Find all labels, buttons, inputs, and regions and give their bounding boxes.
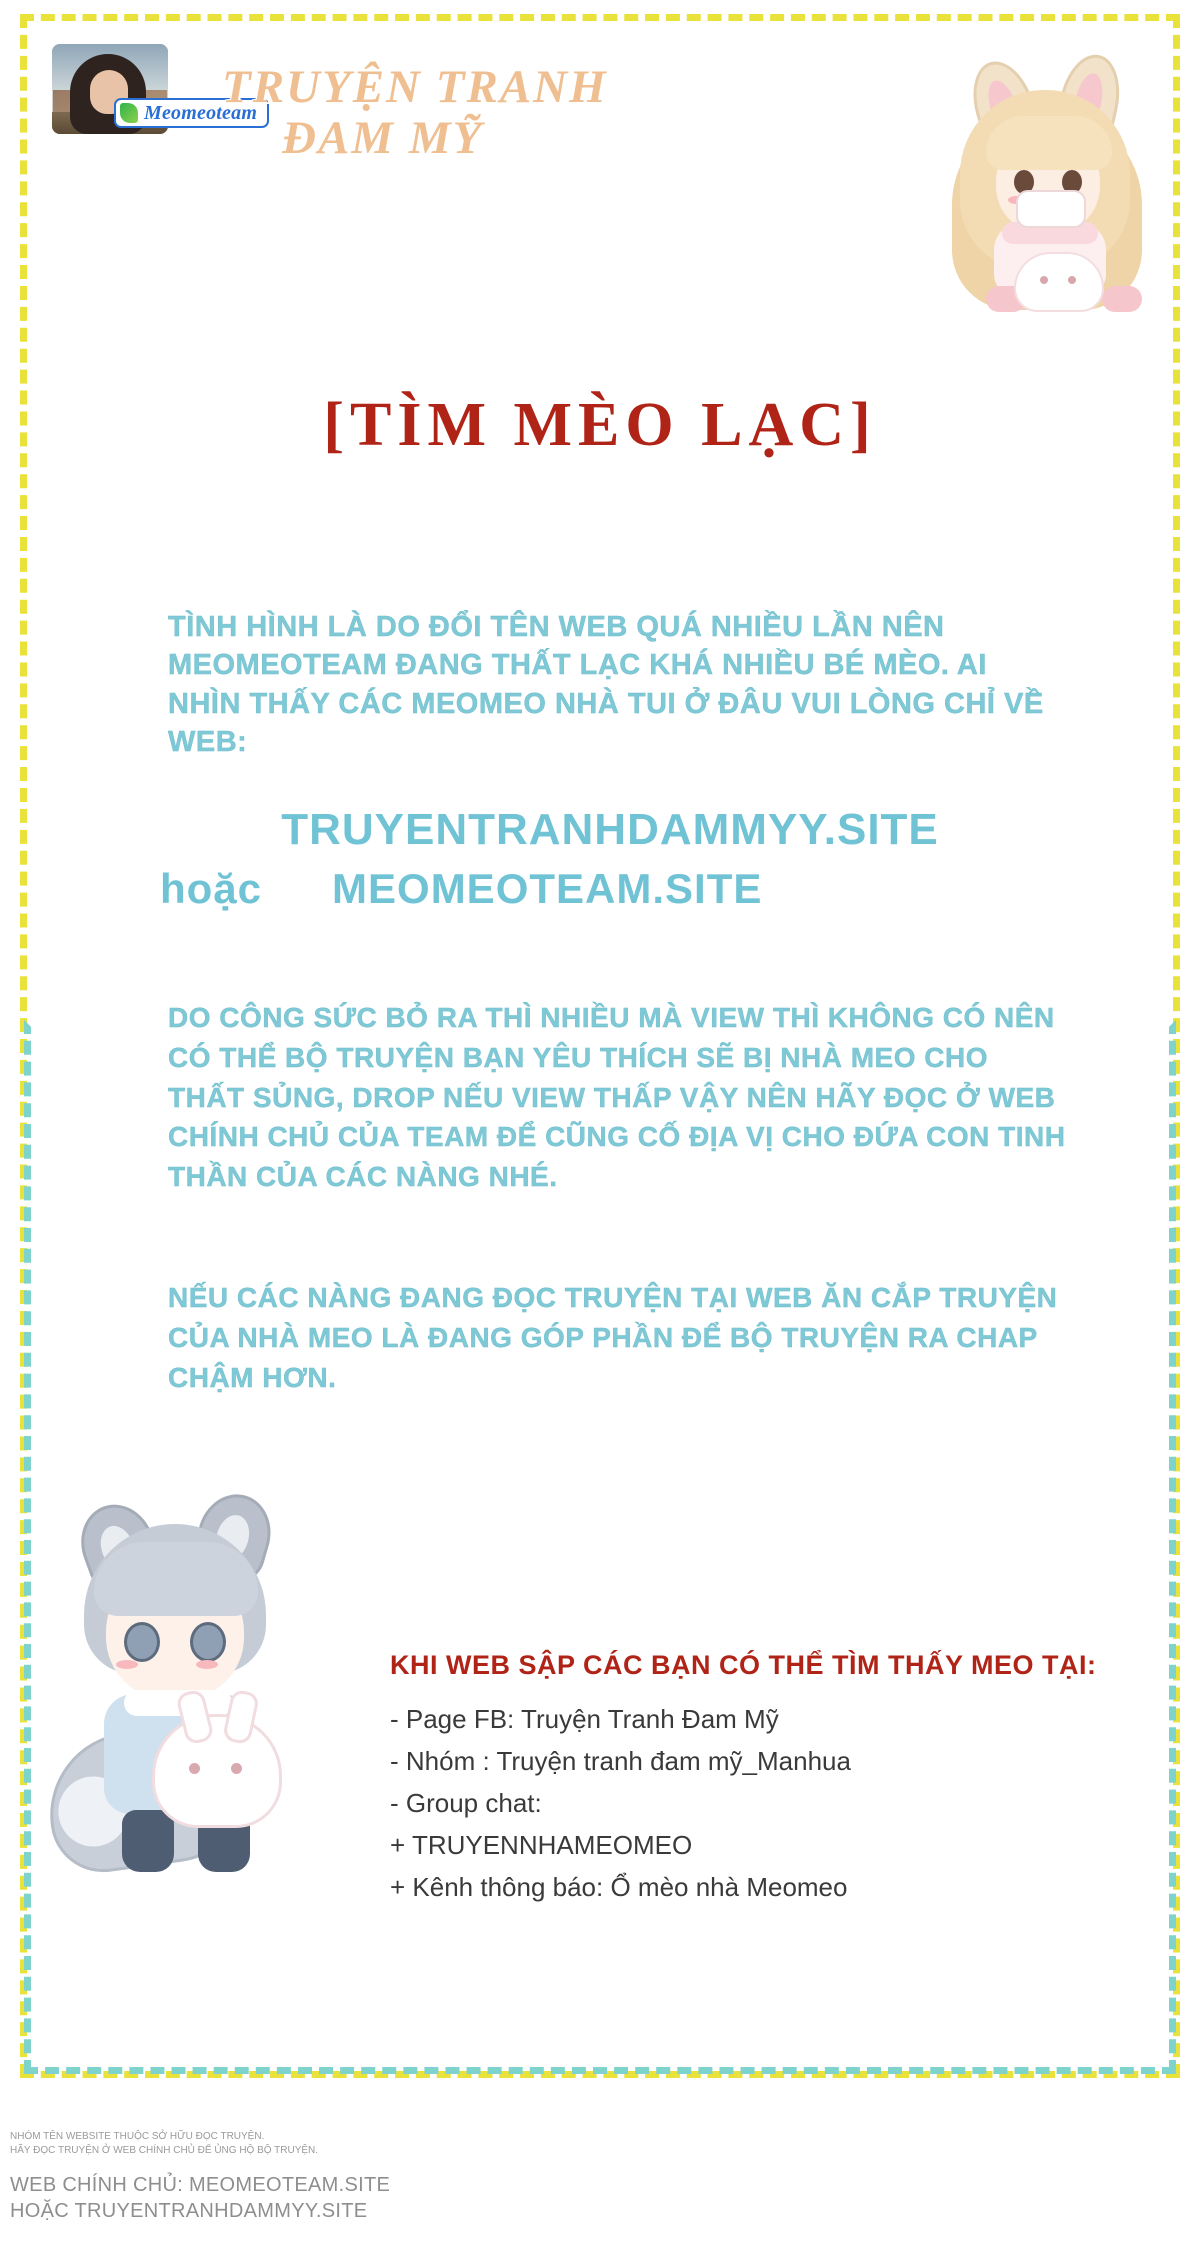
website-links (150, 805, 1070, 913)
boy-eye-right (190, 1622, 226, 1662)
footer-fineprint-line1: NHÓM TÊN WEBSITE THUỘC SỞ HỮU ĐỌC TRUYỆN. (10, 2131, 265, 2142)
leaf-icon (120, 103, 138, 123)
girl-mask (1016, 190, 1086, 228)
website-primary[interactable]: TRUYENTRANHDAMMYY.SITE (281, 805, 939, 854)
site-title (222, 62, 842, 164)
list-item[interactable]: - Page FB: Truyện Tranh Đam Mỹ (390, 1704, 779, 1734)
footer-website-primary[interactable]: WEB CHÍNH CHỦ: MEOMEOTEAM.SITE (10, 2174, 391, 2196)
site-title-line2: ĐAM MỸ (282, 111, 484, 164)
list-item: - Group chat: (390, 1788, 542, 1819)
girl-leg-right (1102, 286, 1142, 312)
paragraph-effort: DO CÔNG SỨC BỎ RA THÌ NHIỀU MÀ VIEW THÌ KHÔNG CÓ NÊN CÓ THỂ BỘ TRUYỆN BẠN YÊU THÍCH SẼ BỊ NHÀ MEO CHO THẤT SỦNG, DROP NẾU VIEW THẤP VẬY NÊN HÃY ĐỌC Ở WEB CHÍNH CHỦ CỦA TEAM ĐỂ CŨNG CỐ ĐỊA VỊ CHO ĐỨA CON TINH THẦN CỦA CÁC NÀNG NHÉ. (168, 1002, 1066, 1192)
page-title: [TÌM MÈO LẠC] (323, 391, 877, 459)
website-secondary[interactable]: MEOMEOTEAM.SITE (332, 865, 763, 912)
list-item[interactable]: + Kênh thông báo: Ổ mèo nhà Meomeo (390, 1872, 848, 1903)
boy-blush-left (116, 1660, 138, 1669)
website-or-label: hoặc (160, 865, 263, 912)
boy-eye-left (124, 1622, 160, 1662)
contact-list (390, 1698, 1090, 1909)
chibi-girl-illustration (952, 54, 1182, 316)
footer-website-secondary[interactable]: HOẶC TRUYENTRANHDAMMYY.SITE (10, 2200, 368, 2223)
girl-plush-toy (1014, 252, 1104, 312)
chibi-wolf-boy-illustration (48, 1480, 378, 1920)
boy-blush-right (196, 1660, 218, 1669)
paragraph-intro: TÌNH HÌNH LÀ DO ĐỔI TÊN WEB QUÁ NHIỀU LẦN NÊN MEOMEOTEAM ĐANG THẤT LẠC KHÁ NHIỀU BÉ MÈO. AI NHÌN THẤY CÁC MEOMEO NHÀ TUI Ở ĐÂU VUI LÒNG CHỈ VỀ WEB: (168, 611, 1044, 758)
team-badge-label: Meomeoteam (144, 101, 258, 124)
paragraph-warning: NẾU CÁC NÀNG ĐANG ĐỌC TRUYỆN TẠI WEB ĂN CẮP TRUYỆN CỦA NHÀ MEO LÀ ĐANG GÓP PHẦN ĐỂ BỘ TRUYỆN RA CHAP CHẬM HƠN. (168, 1282, 1058, 1393)
boy-leg-left (122, 1810, 174, 1872)
contact-heading: KHI WEB SẬP CÁC BẠN CÓ THỂ TÌM THẤY MEO TẠI: (390, 1650, 1097, 1680)
site-title-line1: TRUYỆN TRANH (222, 61, 608, 113)
footer-fineprint-line2: HÃY ĐỌC TRUYỆN Ở WEB CHÍNH CHỦ ĐỂ ỦNG HỘ BỘ TRUYỆN. (10, 2144, 319, 2156)
list-item[interactable]: - Nhóm : Truyện tranh đam mỹ_Manhua (390, 1746, 851, 1777)
footer-fineprint (10, 2130, 710, 2157)
page-header (52, 36, 1142, 256)
boy-plush-bunny (152, 1714, 282, 1828)
boy-bangs (94, 1542, 258, 1616)
list-item[interactable]: + TRUYENNHAMEOMEO (390, 1830, 693, 1861)
girl-bangs (986, 116, 1112, 170)
footer-website (10, 2172, 810, 2225)
